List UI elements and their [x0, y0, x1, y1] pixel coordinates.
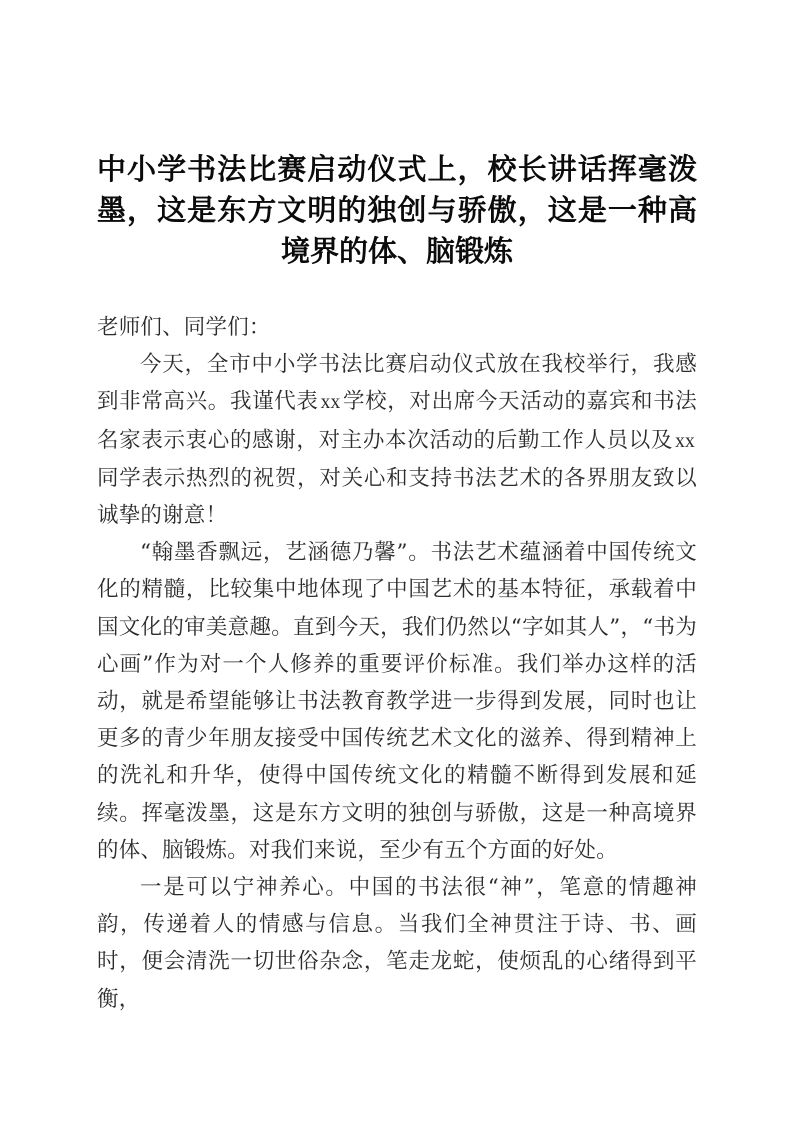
- paragraph-calligraphy-culture: “翰墨香飘远，艺涵德乃馨”。书法艺术蕴涵着中国传统文化的精髓，比较集中地体现了中国艺术的基本特征，承载着中国文化的审美意趣。直到今天，我们仍然以“字如其人”，“书为心画”作为对一个人修养的重要评价标准。我们举办这样的活动，就是希望能够让书法教育教学进一步得到发展，同时也让更多的青少年朋友接受中国传统艺术文化的滋养、得到精神上的洗礼和升华，使得中国传统文化的精髓不断得到发展和延续。挥毫泼墨，这是东方文明的独创与骄傲，这是一种高境界的体、脑锻炼。对我们来说，至少有五个方面的好处。: [97, 540, 697, 863]
- document-content: [97, 150, 697, 1018]
- paragraph-benefit-one: 一是可以宁神养心。中国的书法很“神”，笔意的情趣神韵，传递着人的情感与信息。当我们全神贯注于诗、书、画时，便会清洗一切世俗杂念，笔走龙蛇，使烦乱的心绪得到平衡，: [97, 875, 697, 1012]
- page-title: 中小学书法比赛启动仪式上，校长讲话挥毫泼墨，这是东方文明的独创与骄傲，这是一种高境界的体、脑锻炼: [97, 154, 697, 268]
- document-body: [97, 309, 697, 1018]
- latin-run: xx: [675, 430, 695, 452]
- salutation: 老师们、同学们：: [97, 315, 271, 340]
- latin-run: xx: [320, 392, 341, 414]
- paragraph-greeting: 今天，全市中小学书法比赛启动仪式放在我校举行，我感到非常高兴。我谨代表 xx学校，对出席今天活动的嘉宾和书法名家表示衷心的感谢，对主办本次活动的后勤工作人员以及 xx同学表示热烈的祝贺，对关心和支持书法艺术的各界朋友致以诚挚的谢意！: [97, 352, 697, 529]
